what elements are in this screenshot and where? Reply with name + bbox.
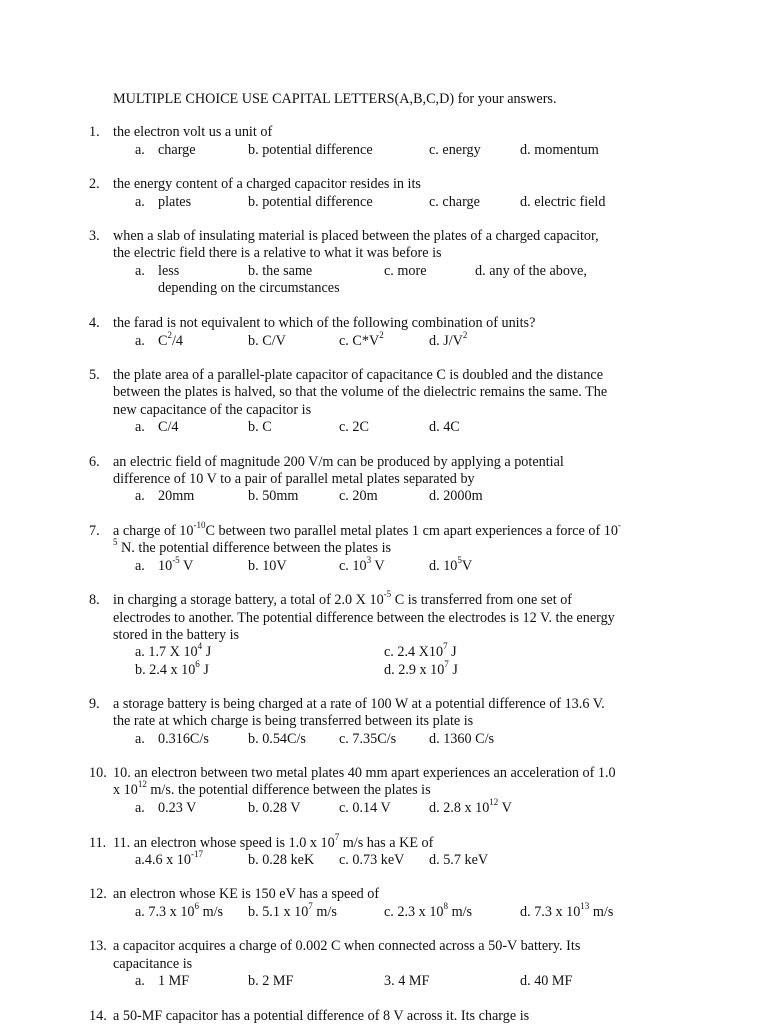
option-c: c. $C*V^2$: [339, 330, 384, 349]
question-text-line1: a storage battery is being charged at a rate of 100 W at a potential difference of 13.6 V.: [113, 696, 605, 712]
question-text: a 50-MF capacitor has a potential difference of 8 V across it. Its charge is: [113, 1008, 530, 1024]
option-d: d. momentum: [520, 142, 599, 158]
option-d: d. electric field: [520, 194, 606, 210]
option-b: b. 10V: [248, 558, 287, 574]
option-a: a. 7.3 x $10^6$ m/s: [135, 901, 224, 920]
option-c: c. 0.14 V: [339, 800, 391, 816]
option-d: d. 40 MF: [520, 973, 573, 989]
option-a: $10^{-5}$ V: [158, 555, 194, 574]
option-a-letter: a.: [135, 558, 145, 574]
question-number: 4.: [89, 315, 100, 331]
question-number: 7.: [89, 523, 100, 539]
question-text-line1: in charging a storage battery, a total of 2.0 X $10^{-5}$ C is transferred from one set of: [113, 589, 573, 608]
question-number: 3.: [89, 228, 100, 244]
option-a: 20mm: [158, 488, 195, 504]
question-number: 11.: [89, 835, 107, 851]
question-text: an electron whose KE is 150 eV has a speed of: [113, 886, 380, 902]
question-text-line3: stored in the battery is: [113, 627, 240, 643]
option-c: c. 2.4 $X10^7$ J: [384, 641, 457, 660]
option-b: b. 50mm: [248, 488, 299, 504]
option-d: d. 2000m: [429, 488, 483, 504]
question-text-line1: 10. an electron between two metal plates 40 mm apart experiences an acceleration of 1.0: [113, 765, 616, 781]
question-number: 6.: [89, 454, 100, 470]
question-text: the electron volt us a unit of: [113, 124, 273, 140]
question-number: 14.: [89, 1008, 107, 1024]
question-text-line2: $^5$ N. the potential difference between the plates is: [113, 537, 392, 556]
option-b: b. 0.28 keK: [248, 852, 315, 868]
question-text: 11. an electron whose speed is 1.0 x $10^7$ m/s has a KE of: [113, 832, 434, 851]
option-d: d. 1360 C/s: [429, 731, 495, 747]
option-c: c. 0.73 keV: [339, 852, 405, 868]
option-b: b. 0.54C/s: [248, 731, 306, 747]
question-text-line2: difference of 10 V to a pair of parallel metal plates separated by: [113, 471, 475, 487]
option-a: C/4: [158, 419, 179, 435]
option-d: d. 2.8 x $10^{12}$ V: [429, 797, 512, 816]
question-text-line1: the plate area of a parallel-plate capacitor of capacitance C is doubled and the distance: [113, 367, 604, 383]
question-number: 5.: [89, 367, 100, 383]
option-a: a. 1.7 X $10^4$ J: [135, 641, 212, 660]
question-text-line1: a capacitor acquires a charge of 0.002 C when connected across a 50-V battery. Its: [113, 938, 581, 954]
option-a-letter: a.: [135, 419, 145, 435]
option-c: c. 7.35C/s: [339, 731, 397, 747]
option-d: d. $J/V^2$: [429, 330, 468, 349]
question-text-line2: electrodes to another. The potential difference between the electrodes is 12 V. the energy: [113, 610, 615, 626]
question-text-line2: the rate at which charge is being transferred between its plate is: [113, 713, 474, 729]
question-text-line1: an electric field of magnitude 200 V/m can be produced by applying a potential: [113, 454, 564, 470]
option-b: b. 2 MF: [248, 973, 294, 989]
option-d: d. 2.9 x $10^7$ J: [384, 659, 458, 678]
option-d: d. $10^5V$: [429, 555, 473, 574]
option-a: a.4.6 x $10^{-17}$: [135, 849, 203, 868]
question-text-line3: new capacitance of the capacitor is: [113, 402, 312, 418]
question-text: the energy content of a charged capacitor resides in its: [113, 176, 421, 192]
option-a: less: [158, 263, 180, 279]
option-c: c. $10^3$ V: [339, 555, 385, 574]
option-c: c. energy: [429, 142, 481, 158]
option-c: c. 2C: [339, 419, 369, 435]
option-a-letter: a.: [135, 194, 145, 210]
option-b: b. 2.4 x $10^6$ J: [135, 659, 209, 678]
option-a-letter: a.: [135, 731, 145, 747]
option-b: b. 5.1 x $10^7$ m/s: [248, 901, 337, 920]
option-d-continuation: depending on the circumstances: [158, 280, 340, 296]
option-b: b. C/V: [248, 333, 286, 349]
question-number: 9.: [89, 696, 100, 712]
option-c: c. more: [384, 263, 427, 279]
option-a: 0.316C/s: [158, 731, 209, 747]
question-number: 2.: [89, 176, 100, 192]
option-c: c. 20m: [339, 488, 378, 504]
question-number: 8.: [89, 592, 100, 608]
option-a: plates: [158, 194, 192, 210]
question-number: 1.: [89, 124, 100, 140]
option-b: b. potential difference: [248, 142, 373, 158]
option-b: b. the same: [248, 263, 313, 279]
option-b: b. C: [248, 419, 272, 435]
question-number: 10.: [89, 765, 107, 781]
option-a-letter: a.: [135, 263, 145, 279]
question-text-line2: x $10^{12}$ m/s. the potential difference between the plates is: [113, 779, 431, 798]
option-a-letter: a.: [135, 488, 145, 504]
question-text-line2: the electric field there is a relative to what it was before is: [113, 245, 442, 261]
question-number: 12.: [89, 886, 107, 902]
option-a: charge: [158, 142, 196, 158]
question-text-line1: when a slab of insulating material is placed between the plates of a charged capacitor,: [113, 228, 599, 244]
option-b: b. potential difference: [248, 194, 373, 210]
option-d: d. 4C: [429, 419, 460, 435]
option-d: d. 5.7 keV: [429, 852, 489, 868]
option-d: d. any of the above,: [475, 263, 587, 279]
option-c: c. 2.3 x $10^8$ m/s: [384, 901, 473, 920]
instructions-header: MULTIPLE CHOICE USE CAPITAL LETTERS(A,B,C,D) for your answers.: [113, 91, 557, 107]
option-a-letter: a.: [135, 800, 145, 816]
option-a: 0.23 V: [158, 800, 197, 816]
question-text-line2: between the plates is halved, so that the volume of the dielectric remains the same. The: [113, 384, 608, 400]
question-number: 13.: [89, 938, 107, 954]
option-a-letter: a.: [135, 142, 145, 158]
question-text-line2: capacitance is: [113, 956, 193, 972]
option-b: b. 0.28 V: [248, 800, 301, 816]
question-text-line1: a charge of $10^{-10}C$ between two parallel metal plates 1 cm apart experiences a force of 10-: [113, 520, 621, 539]
option-c: 3. 4 MF: [384, 973, 430, 989]
option-a-letter: a.: [135, 333, 145, 349]
option-a: 1 MF: [158, 973, 190, 989]
option-a: $C^2/4$: [158, 330, 184, 349]
option-d: d. 7.3 x $10^{13}$ m/s: [520, 901, 614, 920]
option-c: c. charge: [429, 194, 480, 210]
option-a-letter: a.: [135, 973, 145, 989]
question-text: the farad is not equivalent to which of the following combination of units?: [113, 315, 536, 331]
